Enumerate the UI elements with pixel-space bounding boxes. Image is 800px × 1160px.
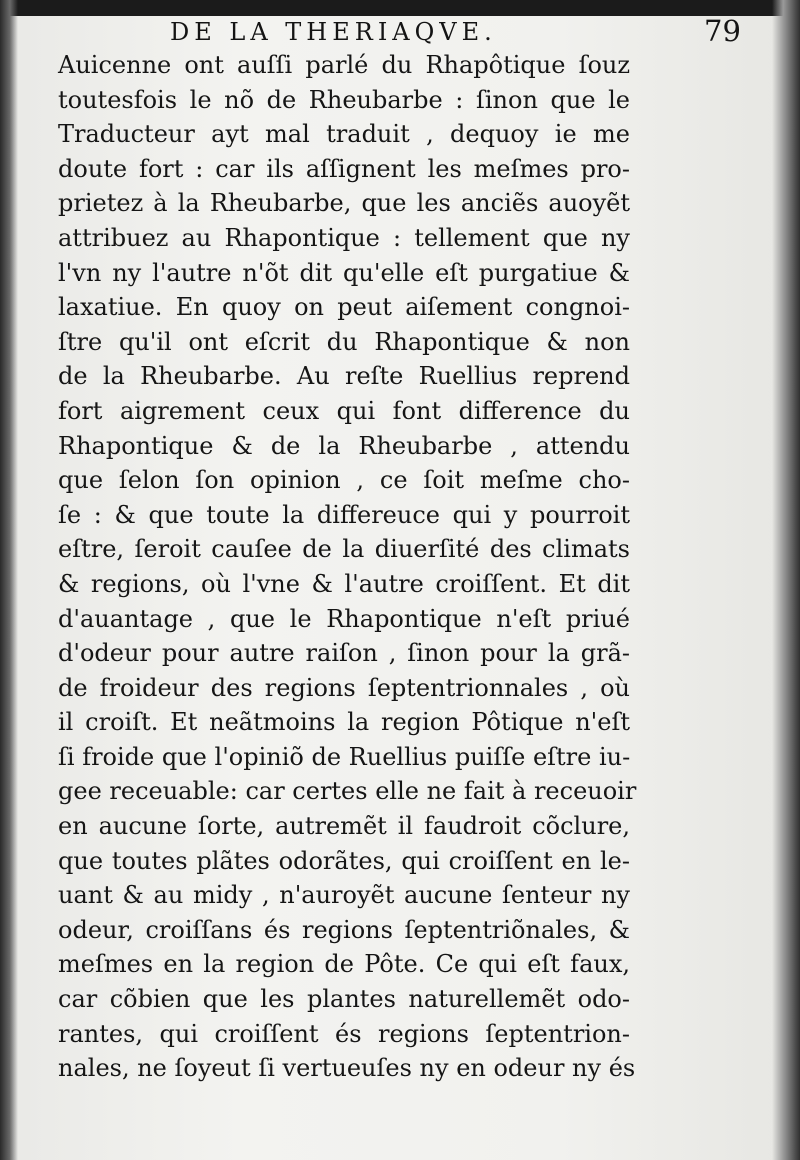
text-line: d'auantage , que le Rhapontique n'eſt priué bbox=[58, 604, 630, 633]
text-line: en aucune ſorte, autremẽt il faudroit cõclure, bbox=[58, 812, 630, 841]
text-line: fort aigrement ceux qui font difference du bbox=[58, 396, 630, 425]
text-line: gee receuable: car certes elle ne fait à receuoir bbox=[58, 777, 637, 806]
text-line: car cõbien que les plantes naturellemẽt odo- bbox=[58, 985, 630, 1014]
text-line: attribuez au Rhapontique : tellement que ny bbox=[58, 223, 630, 252]
text-line: d'odeur pour autre raiſon , ſinon pour la grã- bbox=[58, 639, 630, 668]
text-line: que ſelon ſon opinion , ce ſoit meſme cho- bbox=[58, 466, 630, 495]
text-line: nales, ne ſoyeut ſi vertueuſes ny en odeur ny és bbox=[58, 1054, 636, 1083]
text-line: de froideur des regions ſeptentrionnales , où bbox=[58, 673, 630, 702]
text-line: prietez à la Rheubarbe, que les anciẽs auoyẽt bbox=[58, 189, 630, 218]
scan-binding-shadow bbox=[0, 0, 18, 1160]
text-line: Auicenne ont auſſi parlé du Rhapôtique ſouz bbox=[58, 51, 630, 79]
page-header bbox=[0, 14, 800, 48]
body-text bbox=[58, 48, 637, 1086]
page-number: 79 bbox=[704, 14, 741, 48]
text-line: Traducteur ayt mal traduit , dequoy ie me bbox=[58, 120, 630, 149]
text-line: ſtre qu'il ont eſcrit du Rhapontique & non bbox=[58, 327, 630, 356]
text-line: eſtre, ſeroit cauſee de la diuerſité des climats bbox=[58, 535, 630, 564]
text-line: rantes, qui croiſſent és regions ſeptentrion- bbox=[58, 1019, 630, 1048]
text-line: ſe : & que toute la differeuce qui y pourroit bbox=[58, 500, 630, 529]
text-line: l'vn ny l'autre n'õt dit qu'elle eſt purgatiue & bbox=[58, 258, 630, 287]
text-line: que toutes plãtes odorãtes, qui croiſſent en le- bbox=[58, 846, 630, 875]
scan-right-edge bbox=[772, 0, 800, 1160]
text-line: laxatiue. En quoy on peut aiſement congnoi- bbox=[58, 293, 630, 322]
running-head: DE LA THERIAQVE. bbox=[170, 18, 497, 46]
text-line: uant & au midy , n'auroyẽt aucune ſenteur ny bbox=[58, 881, 630, 910]
text-line: Rhapontique & de la Rheubarbe , attendu bbox=[58, 431, 630, 460]
text-line: meſmes en la region de Pôte. Ce qui eſt faux, bbox=[58, 950, 630, 979]
text-line: toutesfois le nõ de Rheubarbe : ſinon que le bbox=[58, 85, 630, 114]
text-line: de la Rheubarbe. Au reſte Ruellius reprend bbox=[58, 362, 630, 391]
text-line: doute fort : car ils aſſignent les meſmes pro- bbox=[58, 154, 630, 183]
text-line: odeur, croiſſans és regions ſeptentriõnales, & bbox=[58, 915, 630, 944]
text-line: il croiſt. Et neãtmoins la region Pôtique n'eſt bbox=[58, 708, 630, 737]
text-line: & regions, où l'vne & l'autre croiſſent. Et dit bbox=[58, 569, 630, 598]
text-line: ſi froide que l'opiniõ de Ruellius puiſſe eſtre iu- bbox=[58, 742, 631, 771]
